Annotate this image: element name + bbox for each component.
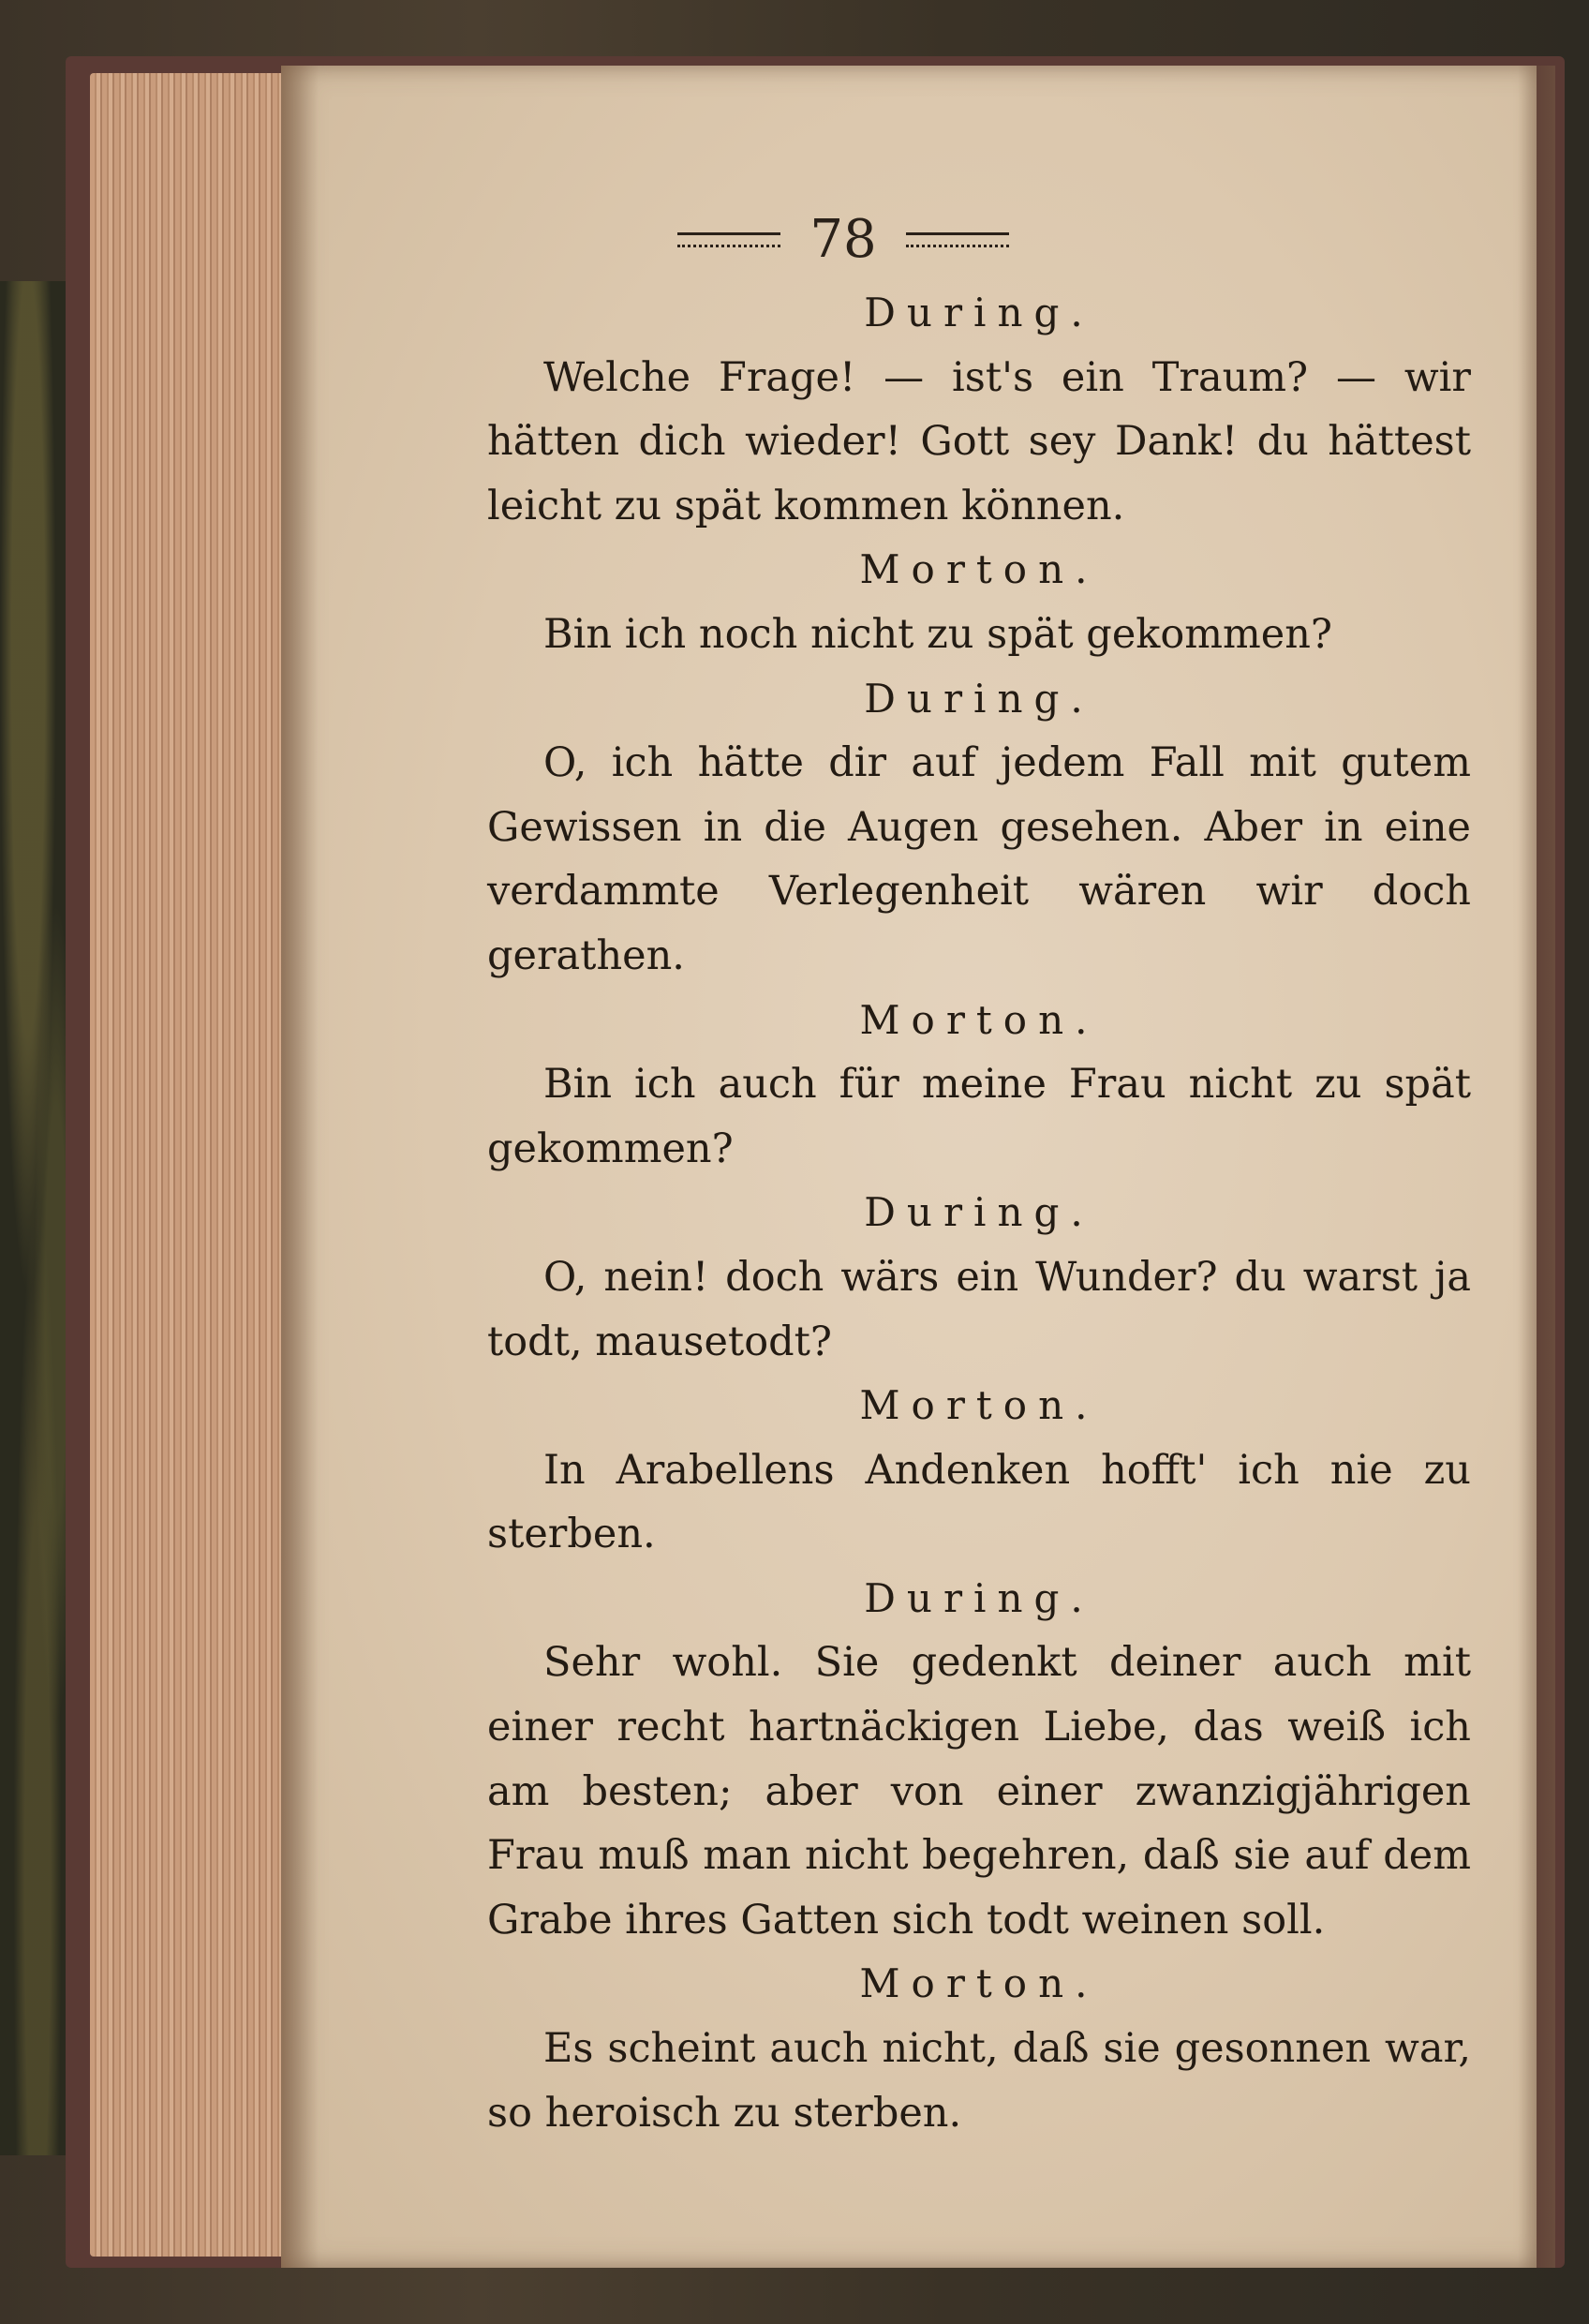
right-ornament [906, 232, 1009, 247]
left-ornament [677, 232, 780, 247]
speaker-name: During. [864, 1574, 1094, 1621]
speaker-name: Morton. [859, 546, 1099, 593]
page-right-edge [1518, 66, 1555, 2268]
speech-text: Bin ich noch nicht zu spät gekommen? [543, 610, 1332, 658]
speaker-name: Morton. [859, 1960, 1099, 2007]
speech-text: In Arabellens Andenken hofft' ich nie zu sterben. [487, 1446, 1471, 1558]
speaker-name: During. [864, 675, 1094, 722]
gutter-shadow [281, 66, 319, 2268]
speech-text: Sehr wohl. Sie gedenkt deiner auch mit einer recht hartnäckigen Liebe, das weiß ich am besten; aber von einer zwanzigjährigen Frau muß man nicht begehren, daß sie auf dem Grabe ihres Gatten sich todt weinen soll. [487, 1639, 1471, 1944]
speaker-name: During. [864, 290, 1094, 335]
speech-text: Es scheint auch nicht, daß sie gesonnen war, so heroisch zu sterben. [487, 2025, 1471, 2137]
speaker-name: During. [864, 1189, 1094, 1236]
speech-text: O, nein! doch wärs ein Wunder? du warst ja todt, mausetodt? [487, 1253, 1471, 1365]
page-number: 78 [809, 209, 877, 270]
speech-text: Welche Frage! — ist's ein Traum? — wir hätten dich wieder! Gott sey Dank! du hättest leicht zu spät kommen können. [487, 353, 1471, 529]
text-block [487, 281, 1471, 2145]
speaker-name: Morton. [859, 1382, 1099, 1429]
speech-text: Bin ich auch für meine Frau nicht zu spät gekommen? [487, 1061, 1471, 1172]
page-header [487, 202, 1199, 277]
speaker-name: Morton. [859, 996, 1099, 1043]
page-edges [90, 73, 296, 2257]
speech-text: O, ich hätte dir auf jedem Fall mit gutem Gewissen in die Augen gesehen. Aber in eine verdammte Verlegenheit wären wir doch gerathen. [487, 739, 1471, 979]
